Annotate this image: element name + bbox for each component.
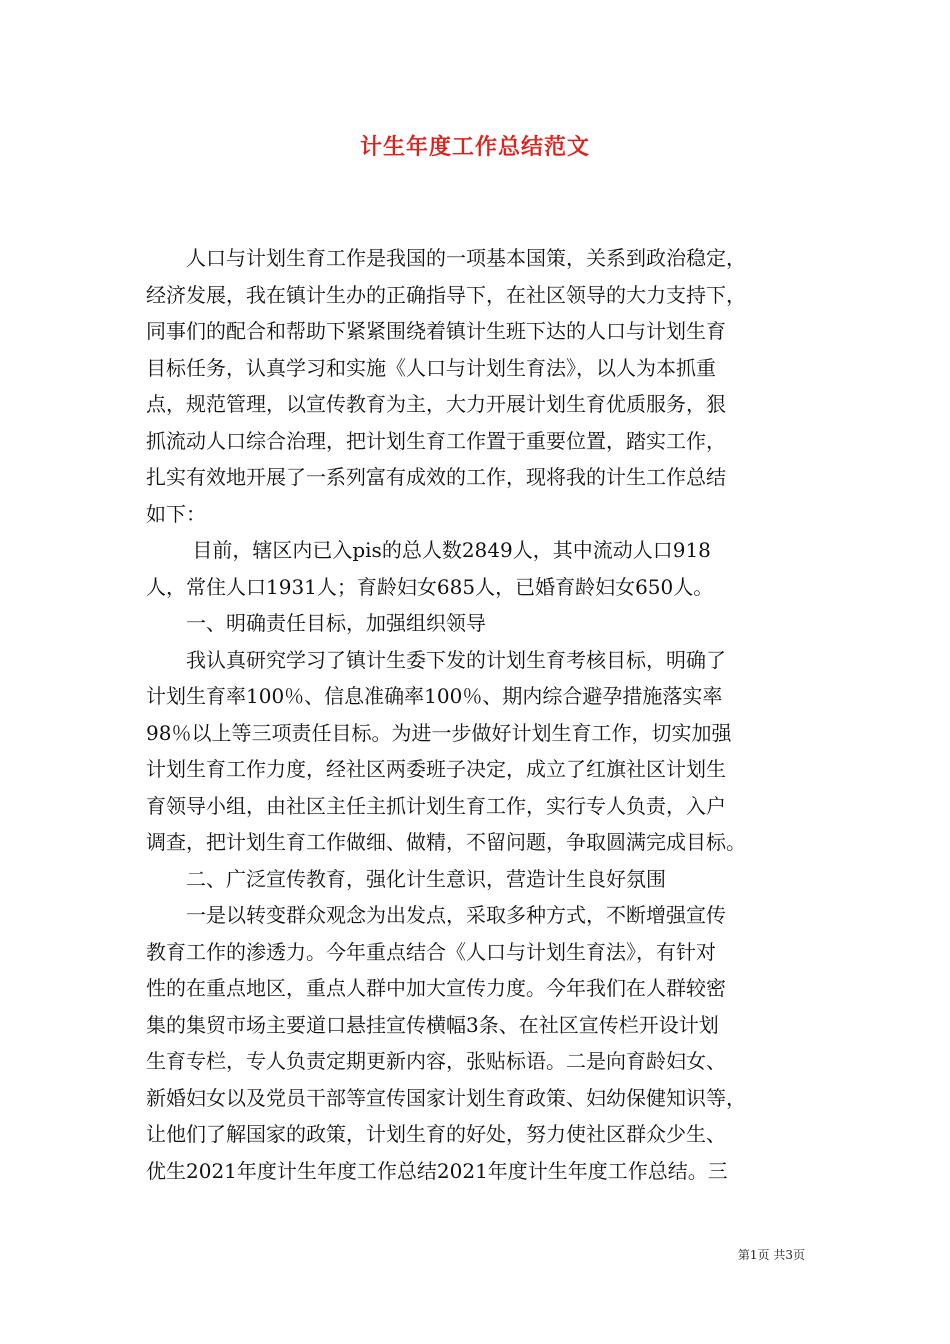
body-line: 点，规范管理，以宣传教育为主，大力开展计划生育优质服务，狠	[146, 392, 726, 416]
body-line: 一是以转变群众观念为出发点，采取多种方式，不断增强宣传	[146, 903, 726, 927]
body-line: 让他们了解国家的政策，计划生育的好处，努力使社区群众少生、	[146, 1122, 726, 1146]
body-line: 育领导小组，由社区主任主抓计划生育工作，实行专人负责，入户	[146, 793, 726, 818]
body-line: 人口与计划生育工作是我国的一项基本国策，关系到政治稳定，	[146, 246, 746, 270]
body-line: 集的集贸市场主要道口悬挂宣传横幅3条、在社区宣传栏开设计划	[146, 1012, 719, 1037]
body-line: 98％以上等三项责任目标。为进一步做好计划生育工作，切实加强	[146, 720, 732, 745]
body-line: 经济发展，我在镇计生办的正确指导下，在社区领导的大力支持下，	[146, 282, 746, 307]
body-line: 目前，辖区内已入pis的总人数2849人，其中流动人口918	[146, 538, 711, 562]
body-line: 抓流动人口综合治理，把计划生育工作置于重要位置，踏实工作，	[146, 428, 726, 453]
body-line: 一、明确责任目标，加强组织领导	[146, 611, 486, 635]
body-line: 二、广泛宣传教育，强化计生意识，营造计生良好氛围	[146, 866, 666, 891]
body-line: 扎实有效地开展了一系列富有成效的工作，现将我的计生工作总结	[146, 465, 726, 489]
body-line: 性的在重点地区，重点人群中加大宣传力度。今年我们在人群较密	[146, 976, 726, 1000]
body-line: 我认真研究学习了镇计生委下发的计划生育考核目标，明确了	[146, 647, 726, 672]
document-body	[146, 240, 806, 1189]
body-line: 人，常住人口1931人；育龄妇女685人，已婚育龄妇女650人。	[146, 574, 714, 599]
body-line: 计划生育率100％、信息准确率100％、期内综合避孕措施落实率	[146, 684, 723, 708]
body-line: 调查，把计划生育工作做细、做精，不留问题，争取圆满完成目标。	[146, 830, 746, 854]
body-line: 同事们的配合和帮助下紧紧围绕着镇计生班下达的人口与计划生育	[146, 319, 726, 343]
body-line: 计划生育工作力度，经社区两委班子决定，成立了红旗社区计划生	[146, 757, 726, 781]
body-line: 新婚妇女以及党员干部等宣传国家计划生育政策、妇幼保健知识等，	[146, 1085, 746, 1110]
body-line: 生育专栏，专人负责定期更新内容，张贴标语。二是向育龄妇女、	[146, 1049, 726, 1073]
page-footer: 第1页 共3页	[737, 1248, 805, 1262]
document-title: 计生年度工作总结范文	[359, 135, 590, 160]
body-line: 如下：	[146, 501, 206, 526]
body-line: 教育工作的渗透力。今年重点结合《人口与计划生育法》，有针对	[146, 939, 716, 964]
body-line: 优生2021年度计生年度工作总结2021年度计生年度工作总结。三	[146, 1158, 728, 1183]
body-line: 目标任务，认真学习和实施《人口与计划生育法》，以人为本抓重	[146, 355, 716, 380]
